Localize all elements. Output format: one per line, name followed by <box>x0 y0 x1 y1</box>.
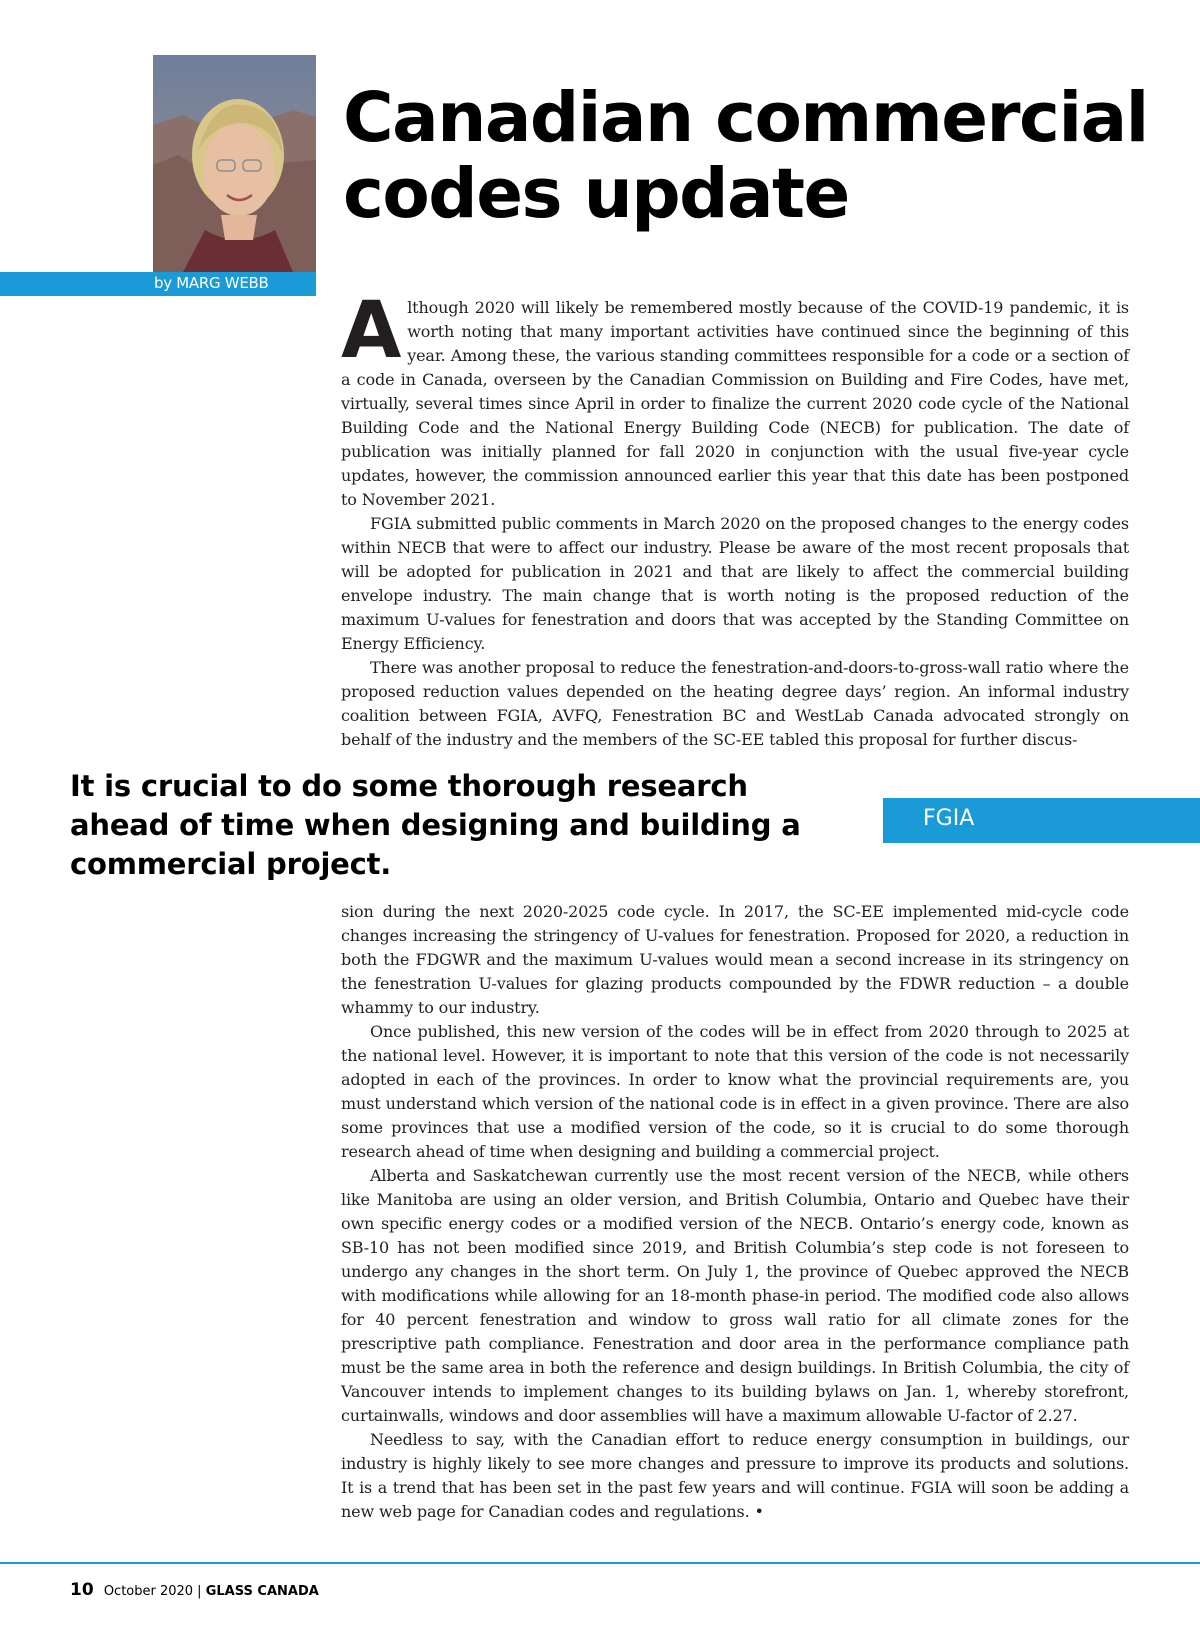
paragraph: Once published, this new version of the codes will be in effect from 2020 through to 2025 at the national level. However, it is important to note that this version of the code is not necessarily adopted in each of the provinces. In order to know what the provincial requirements are, you must understand which version of the national code is in effect in a given province. There are also some provinces that use a modified version of the code, so it is crucial to do some thorough research ahead of time when designing and building a commercial project. <box>341 1022 1129 1161</box>
paragraph: Alberta and Saskatchewan currently use the most recent version of the NECB, while others like Manitoba are using an older version, and British Columbia, Ontario and Quebec have their own specific energy codes or a modified version of the NECB. Ontario’s energy code, known as SB-10 has not been modified since 2019, and British Columbia’s step code is not foreseen to undergo any changes in the short term. On July 1, the province of Quebec approved the NECB with modifications while allowing for an 18-month phase-in period. The modified code also allows for 40 percent fenestration and window to gross wall ratio for all climate zones for the prescriptive path compliance. Fenestration and door area in the performance compliance path must be the same area in both the reference and design buildings. In British Columbia, the city of Vancouver intends to implement changes to its building bylaws on Jan. 1, whereby storefront, curtainwalls, windows and door assemblies will have a maximum allowable U-factor of 2.27. <box>341 1166 1129 1425</box>
paragraph: Needless to say, with the Canadian effort to reduce energy consumption in buildings, our industry is highly likely to see more changes and pressure to improve its products and solutions. It is a trend that has been set in the past few years and will continue. FGIA will soon be adding a new web page for Canadian codes and regulations. • <box>341 1430 1129 1521</box>
footer-rule <box>0 1562 1200 1564</box>
issue-date: October 2020 | <box>103 1584 202 1599</box>
paragraph: There was another proposal to reduce the fenestration-and-doors-to-gross-wall ratio where the proposed reduction values depended on the heating degree days’ region. An informal industry coalition between FGIA, AVFQ, Fenestration BC and WestLab Canada advocated strongly on behalf of the industry and the members of the SC-EE tabled this proposal for further discus- <box>341 658 1129 749</box>
pull-quote: It is crucial to do some thorough research ahead of time when designing and building a commercial project. <box>70 769 801 881</box>
article-title: Canadian commercial codes update <box>343 78 1148 234</box>
author-photo <box>153 55 316 272</box>
sidebar-tag-label: FGIA <box>923 806 975 831</box>
byline: by MARG WEBB <box>154 274 269 292</box>
article-body-bottom <box>341 900 1129 1524</box>
paragraph: FGIA submitted public comments in March 2020 on the proposed changes to the energy codes within NECB that were to affect our industry. Please be aware of the most recent proposals that will be adopted for publication in 2021 and that are likely to affect the commercial building envelope industry. The main change that is worth noting is the proposed reduction of the maximum U-values for fenestration and doors that was accepted by the Standing Committee on Energy Efficiency. <box>341 514 1129 653</box>
page-number: 10 <box>70 1580 94 1600</box>
paragraph-text: lthough 2020 will likely be remembered mostly because of the COVID-19 pandemic, it is worth noting that many important activities have continued since the beginning of this year. Among these, the various standing committees responsible for a code or a section of a code in Canada, overseen by the Canadian Commission on Building and Fire Codes, have met, virtually, several times since April in order to finalize the current 2020 code cycle of the National Building Code and the National Energy Building Code (NECB) for publication. The date of publication was initially planned for fall 2020 in conjunction with the usual five-year cycle updates, however, the commission announced earlier this year that this date has been postponed to November 2021. <box>341 298 1129 509</box>
page-footer <box>70 1580 319 1600</box>
paragraph <box>341 286 1129 512</box>
article-body-top <box>341 286 1129 752</box>
magazine-name: GLASS CANADA <box>205 1584 319 1599</box>
paragraph: sion during the next 2020-2025 code cycle. In 2017, the SC-EE implemented mid-cycle code changes increasing the stringency of U-values for fenestration. Proposed for 2020, a reduction in both the FDGWR and the maximum U-values would mean a second increase in its stringency on the fenestration U-values for glazing products compounded by the FDWR reduction – a double whammy to our industry. <box>341 902 1129 1017</box>
drop-cap: A <box>341 286 402 376</box>
